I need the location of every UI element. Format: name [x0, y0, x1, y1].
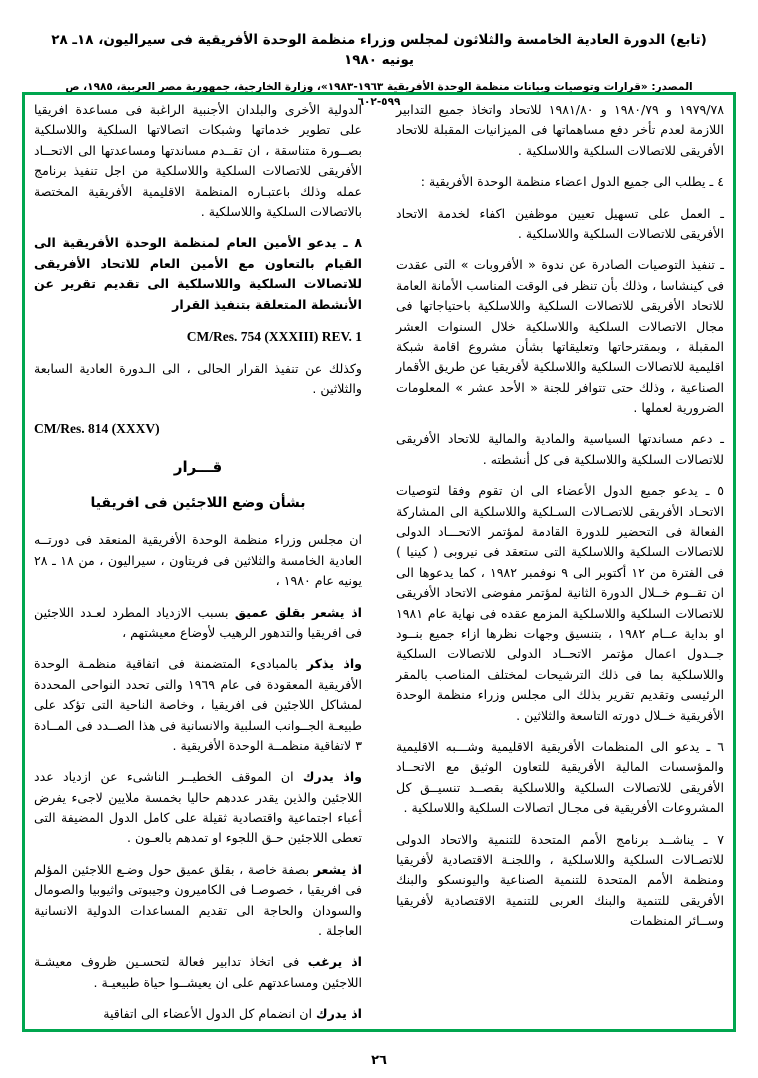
paragraph-lead: اذ يرغب	[307, 954, 362, 970]
paragraph	[34, 603, 362, 644]
column-left	[34, 100, 366, 1024]
paragraph-item-8-text: ٨ ـ يدعو الأمين العام لمنظمة الوحدة الأفريقية الى القيام بالتعاون مع الأمين العام للاتحاد الأفريقى للاتصالات السلكية واللاسلكية الى تقديم تقرير عن الأنشطة المتعلقة بتنفيذ القرار	[34, 235, 362, 312]
paragraph-text: بالمبادىء المتضمنة فى اتفاقية منظمـة الوحدة الأفريقية المعقودة فى عام ١٩٦٩ والتى تحدد النواحى المحددة لمشاكل اللاجئين فى افريقيا ، وخاصة الناحية التى تؤكد على طبيعـة الجــوانب السلبية والانسانية فى هذا الصــدد فى المــادة ٣ لاتفاقية منظمــة الوحدة الأفريقية .	[34, 656, 362, 753]
paragraph	[34, 952, 362, 993]
resolution-code-814	[34, 418, 362, 440]
paragraph-text: بسبب الازدياد المطرد لعـدد اللاجئين فى افريقيا والتدهور الرهيب لأوضاع معيشتهم ،	[34, 604, 362, 640]
paragraph	[34, 654, 362, 756]
paragraph-item-8-continued: وكذلك عن تنفيذ القرار الحالى ، الى الـدورة العادية السابعة والثلاثين .	[34, 360, 362, 397]
column-right	[392, 100, 724, 1024]
paragraph-lead: اذ يدرك	[316, 1006, 362, 1022]
paragraph-text: ان انضمام كل الدول الأعضاء الى اتفاقية	[103, 1006, 317, 1022]
paragraph	[34, 767, 362, 849]
paragraph	[34, 1004, 362, 1024]
decision-heading: قـــرار	[173, 458, 223, 477]
paragraph: ـ تنفيذ التوصيات الصادرة عن ندوة « الأفروبات » التى عقدت فى كينشاسا ، وذلك بأن تنظر فى الوقت المناسب الأمانة العامة للاتحاد الأفريقى للاتصالات السلكية واللاسلكية باحتياجاتها فى مجال الاتصالات السلكية واللاسلكية خلال السنوات العشر المقبلة ، وبمقترحاتها وتعليقاتها بشأن مشروع اقامة شبكة اقليمية للاتصالات السلكية واللاسلكية لأفريقيا عن طريق الأقمار الصناعية ، وذلك حتى تتوافر للجنة « الأحد عشر » المعلومات الضرورية لعملها .	[396, 257, 724, 416]
paragraph-lead: اذ يشعر	[313, 861, 362, 877]
paragraph	[34, 860, 362, 942]
paragraph-lead: اذ يشعر بقلق عميق	[234, 604, 362, 620]
header-source: المصدر: «قرارات وتوصيات وبيانات منظمة الوحدة الأفريقية ١٩٦٣-١٩٨٣»، وزارة الخارجية، جمهورية مصر العربية، ١٩٨٥، ص ٥٩٩-٦٠٢	[65, 80, 693, 109]
paragraph: ان مجلس وزراء منظمة الوحدة الأفريقية المنعقد فى دورتــه العادية الخامسة والثلاثين فى فريتاون ، سيراليون ، من ١٨ ـ ٢٨ يونيه عام ١٩٨٠ ،	[34, 532, 362, 589]
resolution-code-754-text: CM/Res. 754 (XXXIII) REV. 1	[186, 328, 362, 344]
page-number: ٢٦	[371, 1053, 387, 1068]
paragraph: ٤ ـ يطلب الى جميع الدول اعضاء منظمة الوحدة الأفريقية :	[420, 174, 724, 190]
paragraph: ٧ ـ يناشــد برنامج الأمم المتحدة للتنمية والاتحاد الدولى للاتصـالات السلكية واللاسلكية ، واللجنـة الاقتصادية لأفريقيا ومنظمة الأمم المتحدة للتنمية الصناعية واليونسكو والبنك الأفريقى للتنمية والبنك العربى للتنمية الاقتصادية لأفريقيا وســائر المنظمات	[396, 831, 724, 929]
paragraph: ـ العمل على تسهيل تعيين موظفين اكفاء لخدمة الاتحاد الأفريقى للاتصالات السلكية واللاسلكية .	[396, 205, 724, 241]
paragraph-lead: واذ يدرك	[302, 769, 362, 785]
resolution-code-754	[34, 326, 362, 348]
header-title: (تابع) الدورة العادية الخامسة والثلاثون لمجلس وزراء منظمة الوحدة الأفريقية فى سيراليون، ١٨ـ ٢٨ يونيه ١٩٨٠	[51, 32, 707, 69]
paragraph: ـ دعم مساندتها السياسية والمادية والمالية للاتحاد الأفريقى للاتصالات السلكية واللاسلكية فى كل أنشطته .	[396, 431, 724, 467]
paragraph-text: ان الموقف الخطيــر الناشىء عن ازدياد عدد اللاجئين والذين يقدر عددهم حاليا بخمسة ملايين لاجىء يفرض أعباء اجتماعية واقتصادية ثقيلة على كامل الدول المضيفة التى تعطى اللاجئين حـق اللجوء او تمدهم بالعـون .	[34, 769, 362, 846]
paragraph-item-8	[34, 233, 362, 315]
decision-subject: بشأن وضع اللاجئين فى افريقيا	[90, 494, 306, 511]
paragraph-text: بصفة خاصة ، بقلق عميق حول وضـع اللاجئين المؤلم فى افريقيا ، خصوصـا فى الكاميرون وجيبوتى واثيوبيا والصومال والسودان والحاجة الى تقديم المساعدات الدولية الانسانية العاجلة .	[34, 861, 362, 939]
paragraph: الدولية الأخرى والبلدان الأجنبية الراغبة فى مساعدة افريقيا على تطوير خدماتها وشبكات اتصالاتها السلكية واللاسلكية بصــورة متناسقة ، ان تقــدم مساندتها ومساعدتها الى الاتحــاد الأفريقى للاتصالات السلكية واللاسلكية من اجل تنفيذ برنامج عمله وذلك باعتبـاره المنظمة الاقليمية الأفريقية المختصة بالاتصالات السلكية واللاسلكية .	[34, 102, 362, 219]
paragraph: ٦ ـ يدعو الى المنظمات الأفريقية الاقليمية وشـــبه الاقليمية والمؤسسات المالية الأفريقية للتعاون الوثيق مع الاتحــاد الأفريقى للاتصالات السلكية واللاسلكية بقصــد تنسيــق كل المشروعات الأفريقية فى مجـال اتصالات السلكية واللاسلكية .	[396, 738, 724, 816]
paragraph-text: فى اتخاذ تدابير فعالة لتحسـين ظروف معيشـة اللاجئين ومساعدتهم على ان يعيشــوا حياة طبيعيـة .	[34, 954, 362, 990]
resolution-code-814-text: CM/Res. 814 (XXXV)	[34, 420, 160, 436]
two-column-body	[34, 100, 724, 1024]
paragraph: ٥ ـ يدعو جميع الدول الأعضاء الى ان تقوم وفقا لتوصيات الاتحـاد الأفريقى للاتصـالات السـلكية واللاسلكية الى المشاركة الفعالة فى التحضير للدورة القادمة لمؤتمر الاتحـــاد الدولى للاتصالات السلكية واللاسلكية التى ستعقد فى نيروبى ( كينيا ) فى الفترة من ١٢ أكتوبر الى ٩ نوفمبر ١٩٨٢ ، كما يدعوها الى ان تقــوم خــلال الدورة الثانية لمؤتمر مفوضى الاتحاد الأفريقى للاتصالات السلكية واللاسلكية المزمع عقده فى نهاية عام ١٩٨١ او بداية عــام ١٩٨٢ ، بتنسيق وجهات نظرها ازاء جميع بنــود جــدول اعمال مؤتمر الاتحــاد الدولى للاتصالات السلكية واللاسلكية بما فى ذلك الترشيحات لمختلف المناصب بالمقر الرئيسى وتقديم تقرير بذلك الى مجلس وزراء منظمة الوحدة الأفريقية خــلال دورته التاسعة والثلاثين .	[396, 483, 724, 723]
paragraph-lead: واذ يذكر	[306, 656, 362, 672]
paragraph: ١٩٧٩/٧٨ و ١٩٨٠/٧٩ و ١٩٨١/٨٠ للاتحاد واتخاذ جميع التدابير اللازمة لعدم تأخر دفع مساهماتها فى الميزانيات المقبلة للاتحاد الأفريقى للاتصالات السلكية واللاسلكية .	[396, 102, 725, 158]
